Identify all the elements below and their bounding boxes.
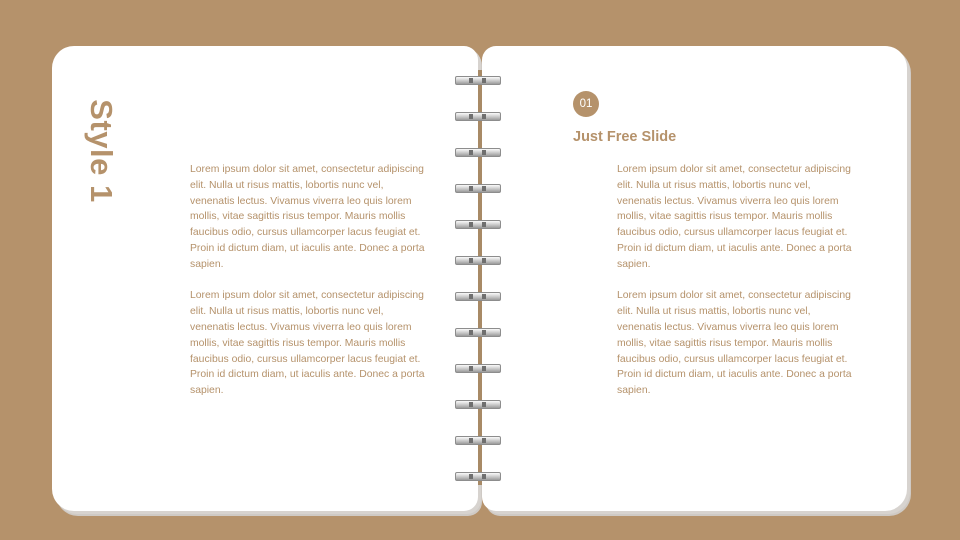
left-paragraph-2: Lorem ipsum dolor sit amet, consectetur adipiscing elit. Nulla ut risus mattis, lobortis nunc vel, venenatis lectus. Vivamus viverra leo quis lorem mollis, vitae sagittis risus tempor. Mauris mollis faucibus odio, cursus ullamcorper lacus feugiat et. Proin id dictum diam, ut iaculis ante. Donec a porta sapien. [190, 290, 425, 397]
binding-ring [455, 328, 501, 337]
binding-ring [455, 400, 501, 409]
right-text-column [617, 162, 857, 415]
binding-ring [455, 472, 501, 481]
binding-ring [455, 184, 501, 193]
binding-ring [455, 220, 501, 229]
notebook-spine [478, 70, 482, 485]
binding-ring [455, 364, 501, 373]
left-paragraph-1: Lorem ipsum dolor sit amet, consectetur adipiscing elit. Nulla ut risus mattis, lobortis nunc vel, venenatis lectus. Vivamus viverra leo quis lorem mollis, vitae sagittis risus tempor. Mauris mollis faucibus odio, cursus ullamcorper lacus feugiat et. Proin id dictum diam, ut iaculis ante. Donec a porta sapien. [190, 164, 425, 270]
section-number-badge: 01 [573, 91, 599, 117]
binding-ring [455, 256, 501, 265]
binding-ring [455, 148, 501, 157]
right-paragraph-2: Lorem ipsum dolor sit amet, consectetur adipiscing elit. Nulla ut risus mattis, lobortis nunc vel, venenatis lectus. Vivamus viverra leo quis lorem mollis, vitae sagittis risus tempor. Mauris mollis faucibus odio, cursus ullamcorper lacus feugiat et. Proin id dictum diam, ut iaculis ante. Donec a porta sapien. [617, 290, 852, 397]
left-text-column [190, 162, 430, 415]
binding-ring [455, 292, 501, 301]
binding-ring [455, 436, 501, 445]
section-heading: Just Free Slide [573, 129, 677, 145]
binding-ring [455, 76, 501, 85]
vertical-page-title: Style 1 [84, 99, 119, 203]
binding-ring [455, 112, 501, 121]
right-paragraph-1: Lorem ipsum dolor sit amet, consectetur adipiscing elit. Nulla ut risus mattis, lobortis nunc vel, venenatis lectus. Vivamus viverra leo quis lorem mollis, vitae sagittis risus tempor. Mauris mollis faucibus odio, cursus ullamcorper lacus feugiat et. Proin id dictum diam, ut iaculis ante. Donec a porta sapien. [617, 164, 852, 270]
